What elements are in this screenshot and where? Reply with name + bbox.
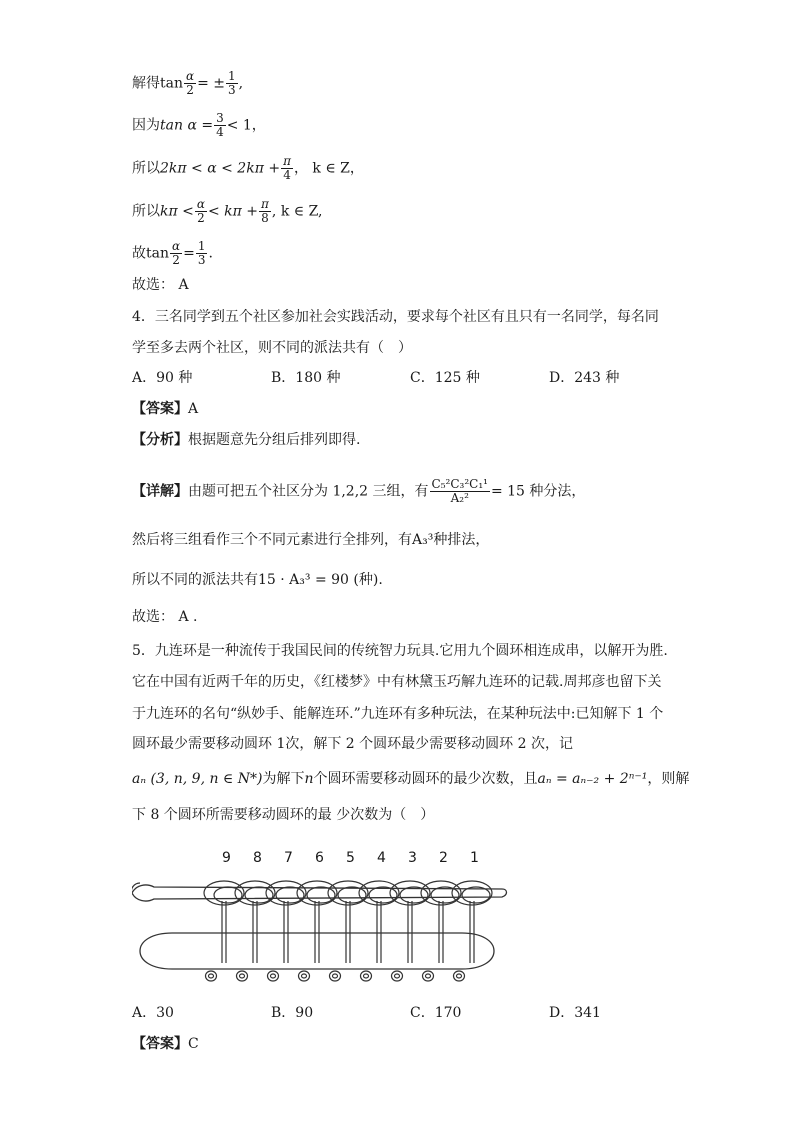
bottom-loop [392, 971, 403, 981]
q5-option-b: B．90 [271, 1005, 314, 1021]
ring-inner [276, 887, 304, 903]
solution-line-1: 解得tan $\frac{\alpha}{2}$ = ± $\frac{1}{3}$ , [132, 69, 244, 97]
ring [204, 881, 244, 905]
q5-stem-line-5: aₙ (3, n, 9, n ∈ N*)为解下n个圆环需要移动圆环的最少次数，且aₙ = aₙ₋₂ + 2ⁿ⁻¹，则解 [132, 771, 690, 787]
bottom-loop [454, 971, 465, 981]
bottom-loop [330, 971, 341, 981]
bottom-loop [206, 971, 217, 981]
ring-number: 3 [408, 850, 417, 866]
ring-inner [307, 887, 335, 903]
bottom-loop-inner [364, 974, 369, 978]
solution-line-3: 所以2kπ < α < 2kπ + $\frac{\pi}{4}$ ， k ∈ Z， [132, 154, 364, 182]
fraction: $\frac{1}{3}$ [228, 69, 236, 97]
ring-number: 4 [377, 850, 386, 866]
ring-number: 2 [439, 850, 448, 866]
q5-option-c: C．170 [410, 1005, 462, 1021]
q5-stem-line-2: 它在中国有近两千年的历史，《红楼梦》中有林黛玉巧解九连环的记载.周邦彦也留下关 [132, 674, 662, 690]
ring-number: 9 [222, 850, 231, 866]
fraction: $\frac{3}{4}$ [216, 111, 224, 139]
q4-analysis: 【分析】根据题意先分组后排列即得. [132, 432, 361, 448]
q4-choose: 故选： A . [132, 609, 198, 625]
fraction: $\frac{\pi}{8}$ [261, 197, 269, 225]
q5-answer: 【答案】C [132, 1036, 199, 1052]
fraction: $\frac{\pi}{4}$ [283, 154, 291, 182]
bottom-loop [361, 971, 372, 981]
q5-option-d: D．341 [549, 1005, 601, 1021]
q4-option-d: D．243 种 [549, 370, 620, 386]
ring-number: 6 [315, 850, 324, 866]
q4-then: 然后将三组看作三个不同元素进行全排列，有A₃³种排法， [132, 532, 490, 548]
q4-stem-line-1: 4．三名同学到五个社区参加社会实践活动，要求每个社区有且只有一名同学，每名同 [132, 309, 659, 325]
ring-inner [338, 887, 366, 903]
ring-number-row [0, 850, 794, 870]
q5-stem-line-3: 于九连环的名句“纵妙手、能解连环.”九连环有多种玩法，在某种玩法中:已知解下 1 个 [132, 706, 664, 722]
q4-total: 所以不同的派法共有15 · A₃³ = 90 (种). [132, 572, 383, 588]
q5-stem-line-1: 5．九连环是一种流传于我国民间的传统智力玩具.它用九个圆环相连成串，以解开为胜. [132, 643, 668, 659]
ring-inner [369, 887, 397, 903]
nine-rings-illustration [132, 875, 512, 985]
q4-option-c: C．125 种 [410, 370, 480, 386]
fraction: $\frac{\alpha}{2}$ [172, 239, 181, 267]
q4-option-a: A．90 种 [132, 370, 193, 386]
solution-line-5: 故tan $\frac{\alpha}{2}$ = $\frac{1}{3}$ . [132, 239, 213, 267]
bottom-loop-inner [457, 974, 462, 978]
fraction: $\frac{\alpha}{2}$ [196, 197, 205, 225]
q4-option-b: B．180 种 [271, 370, 341, 386]
choose-line-q3: 故选： A [132, 277, 189, 293]
ring-number: 5 [346, 850, 355, 866]
ring-inner [400, 887, 428, 903]
bottom-loop-inner [426, 974, 431, 978]
q5-option-a: A．30 [132, 1005, 174, 1021]
q5-stem-line-4: 圆环最少需要移动圆环 1次，解下 2 个圆环最少需要移动圆环 2 次，记 [132, 736, 573, 752]
bottom-loop-inner [302, 974, 307, 978]
base-board [140, 933, 494, 969]
bottom-loop [299, 971, 310, 981]
q4-detail: 【详解】由题可把五个社区分为 1,2,2 三组，有 $\frac{\text{C₅²C₃²C₁¹}}{\text{A₂²}}$ = 15 种分法， [132, 477, 586, 505]
q4-answer: 【答案】A [132, 401, 199, 417]
solution-line-2: 因为tan α = $\frac{3}{4}$ < 1， [132, 111, 266, 139]
fraction: $\frac{\text{C₅²C₃²C₁¹}}{\text{A₂²}}$ [431, 477, 488, 505]
q5-stem-line-6: 下 8 个圆环所需要移动圆环的最 少次数为（ ） [132, 807, 435, 823]
bottom-loop [268, 971, 279, 981]
bottom-loop [237, 971, 248, 981]
solution-line-4: 所以kπ < $\frac{\alpha}{2}$ < kπ + $\frac{\pi}{8}$ , k ∈ Z, [132, 197, 323, 225]
bottom-loop [423, 971, 434, 981]
bottom-loop-inner [271, 974, 276, 978]
ring-inner [431, 887, 459, 903]
ring-inner [214, 887, 242, 903]
ring-number: 1 [470, 850, 479, 866]
bottom-loop-inner [395, 974, 400, 978]
ring-inner [245, 887, 273, 903]
bottom-loop-inner [240, 974, 245, 978]
fraction: $\frac{\alpha}{2}$ [186, 69, 195, 97]
ring-number: 8 [253, 850, 262, 866]
bottom-loop-inner [333, 974, 338, 978]
q4-stem-line-2: 学至多去两个社区，则不同的派法共有（ ） [132, 340, 412, 356]
ring-number: 7 [284, 850, 293, 866]
bottom-loop-inner [209, 974, 214, 978]
fraction: $\frac{1}{3}$ [197, 239, 206, 267]
